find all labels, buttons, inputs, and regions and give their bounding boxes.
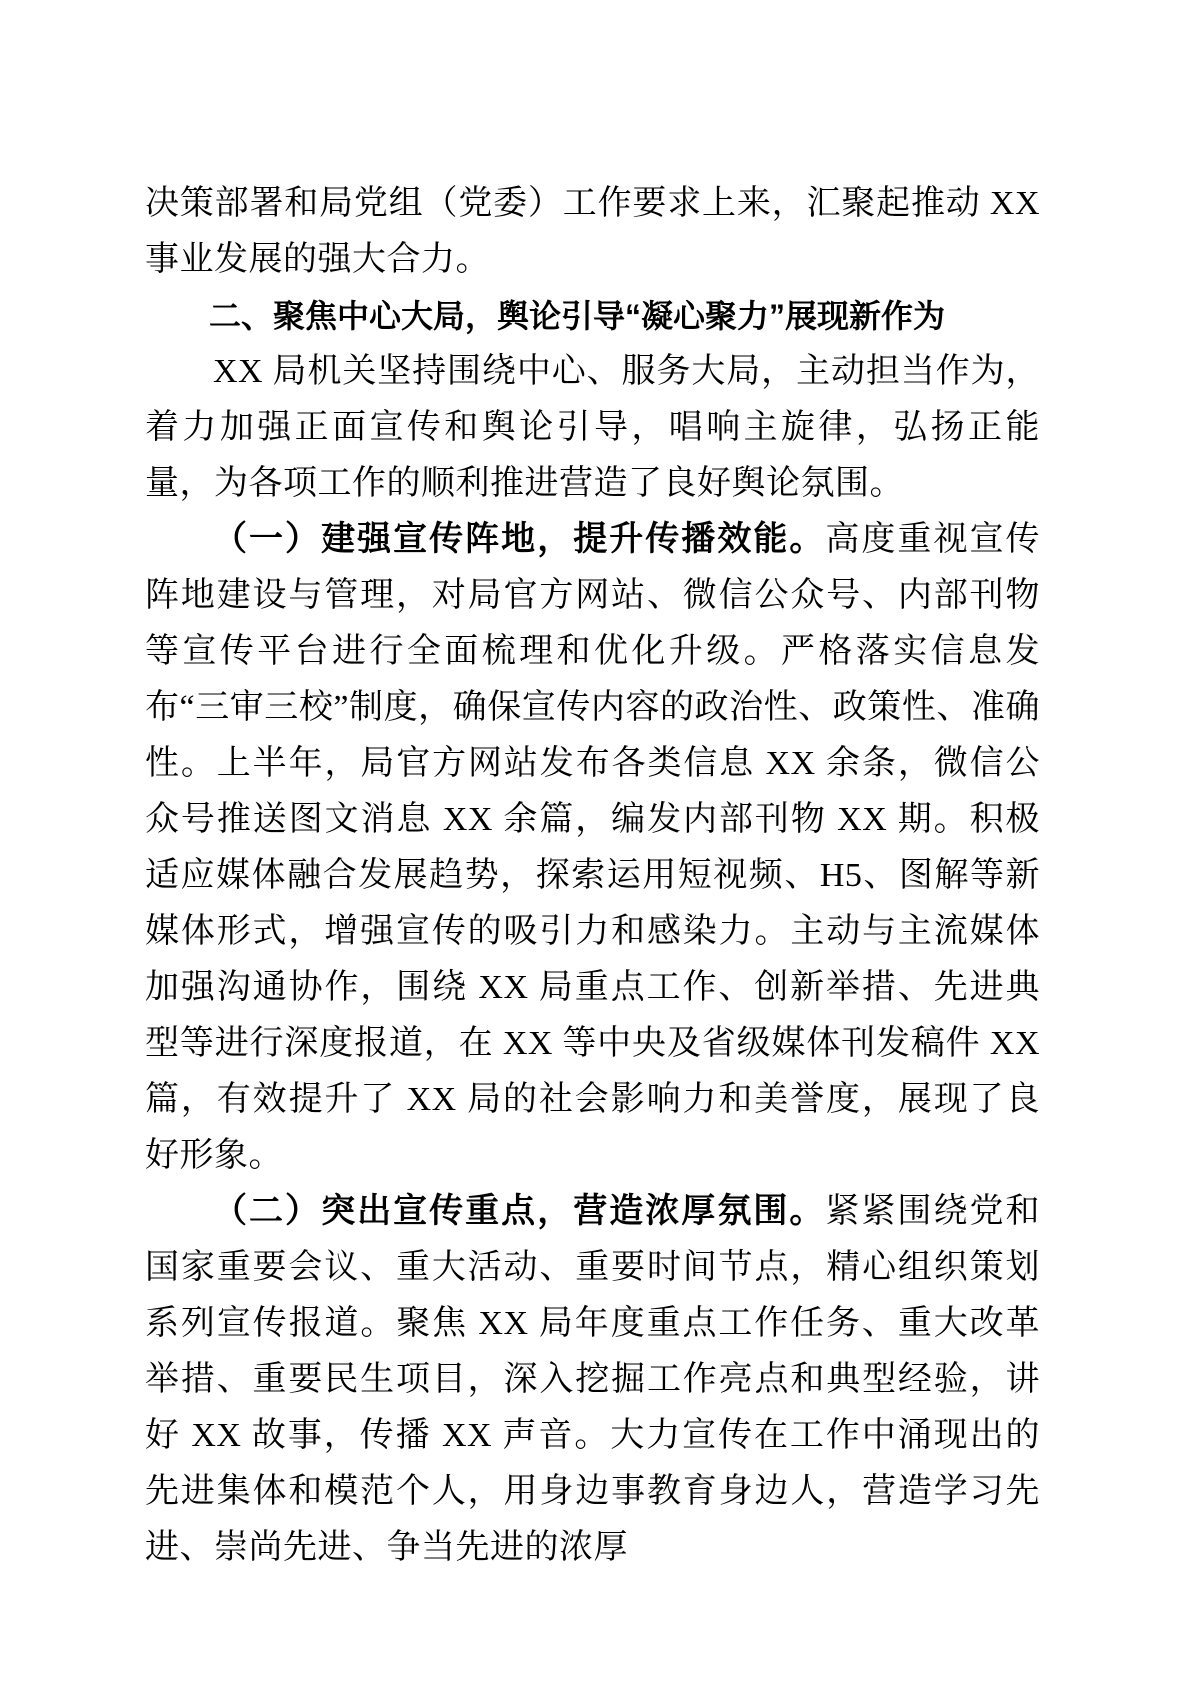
paragraph-item-1 <box>145 512 1040 1184</box>
section-heading: 二、聚焦中心大局，舆论引导“凝心聚力”展现新作为 <box>209 298 946 334</box>
paragraph-item-1-text: 高度重视宣传阵地建设与管理，对局官方网站、微信公众号、内部刊物等宣传平台进行全面梳理和优化升级。严格落实信息发布“三审三校”制度，确保宣传内容的政治性、政策性、准确性。上半年，局官方网站发布各类信息 XX 余条，微信公众号推送图文消息 XX 余篇，编发内部刊物 XX 期。积极适应媒体融合发展趋势，探索运用短视频、H5、图解等新媒体形式，增强宣传的吸引力和感染力。主动与主流媒体加强沟通协作，围绕 XX 局重点工作、创新举措、先进典型等进行深度报道，在 XX 等中央及省级媒体刊发稿件 XX 篇，有效提升了 XX 局的社会影响力和美誉度，展现了良好形象。 <box>145 521 1041 1174</box>
paragraph-item-2-text: 紧紧围绕党和国家重要会议、重大活动、重要时间节点，精心组织策划系列宣传报道。聚焦 XX 局年度重点工作任务、重大改革举措、重要民生项目，深入挖掘工作亮点和典型经验，讲好 XX 故事，传播 XX 声音。大力宣传在工作中涌现出的先进集体和模范个人，用身边事教育身边人，营造学习先进、崇尚先进、争当先进的浓厚 <box>145 1193 1041 1566</box>
paragraph-item-2 <box>145 1184 1040 1576</box>
paragraph-continuation: 决策部署和局党组（党委）工作要求上来，汇聚起推动 XX 事业发展的强大合力。 <box>145 185 1040 278</box>
paragraph-item-1-lead: （一）建强宣传阵地，提升传播效能。 <box>213 521 826 558</box>
paragraph-intro: XX 局机关坚持围绕中心、服务大局，主动担当作为，着力加强正面宣传和舆论引导，唱响主旋律，弘扬正能量，为各项工作的顺利推进营造了良好舆论氛围。 <box>145 353 1040 502</box>
paragraph-item-2-lead: （二）突出宣传重点，营造浓厚氛围。 <box>213 1193 826 1230</box>
